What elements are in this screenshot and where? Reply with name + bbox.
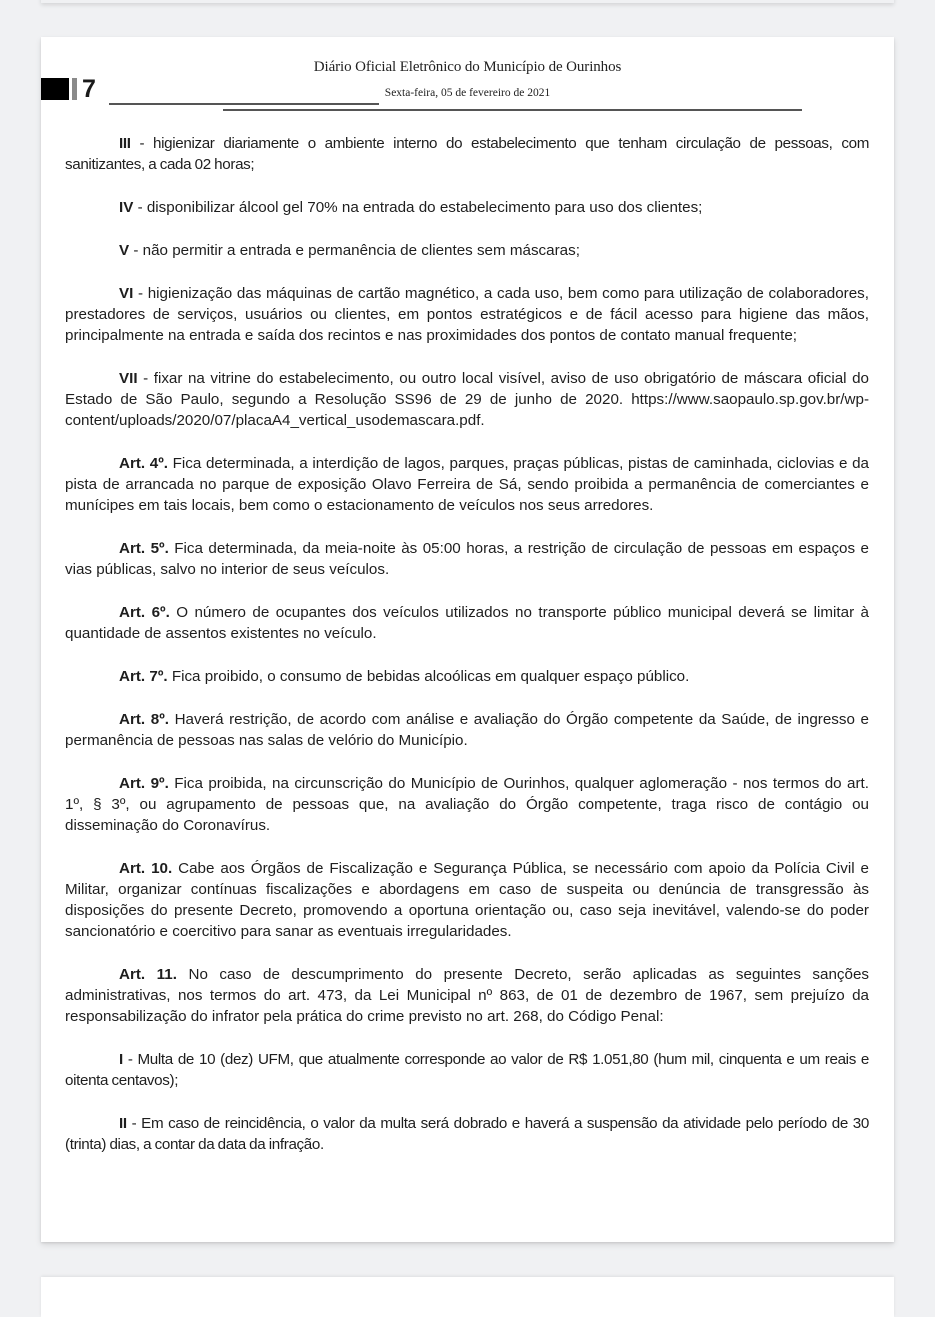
paragraph-lead: Art. 8º. [119,711,169,728]
paragraph-text: Haverá restrição, de acordo com análise e avaliação do Órgão competente da Saúde, de ingresso e permanência de pessoas nas salas de velório do Município. [65,711,869,749]
paragraph-item-iii [65,133,869,175]
paragraph-text: No caso de descumprimento do presente Decreto, serão aplicadas as seguintes sanções administrativas, nos termos do art. 473, da Lei Municipal nº 863, de 01 de dezembro de 1967, sem prejuízo da responsabilização do infrator pela prática do crime previsto no art. 268, do Código Penal: [65,966,869,1025]
paragraph-art-6 [65,602,869,644]
previous-page-edge [41,0,894,3]
paragraph-item-ii [65,1113,869,1155]
paragraph-item-v [65,240,869,261]
paragraph-art-5 [65,538,869,580]
paragraph-item-i [65,1049,869,1091]
paragraph-art-11 [65,964,869,1027]
paragraph-lead: III [119,135,131,152]
paragraph-text: - fixar na vitrine do estabelecimento, ou outro local visível, aviso de uso obrigatório de máscara oficial do Estado de São Paulo, segundo a Resolução SS96 de 29 de junho de 2020. https://www.saopaulo.sp.gov.br/wp-content/uploads/2020/07/placaA4_vertical_usodemascara.pdf. [65,370,869,429]
paragraph-lead: I [119,1051,123,1068]
paragraph-item-iv [65,197,869,218]
header-rule-lower [223,109,802,111]
paragraph-lead: Art. 5º. [119,540,169,557]
paragraph-text: O número de ocupantes dos veículos utilizados no transporte público municipal deverá se limitar à quantidade de assentos existentes no veículo. [65,604,869,642]
paragraph-art-7 [65,666,869,687]
paragraph-text: - higienização das máquinas de cartão magnético, a cada uso, bem como para utilização de colaboradores, prestadores de serviços, usuários ou clientes, em pontos estratégicos e de fácil acesso para higiene das mãos, principalmente na entrada e saída dos recintos e nas proximidades dos pontos de contato manual frequente; [65,285,869,344]
paragraph-lead: Art. 4º. [119,455,169,472]
paragraph-lead: Art. 9º. [119,775,169,792]
paragraph-art-9 [65,773,869,836]
paragraph-lead: Art. 6º. [119,604,170,621]
paragraph-item-vii [65,368,869,431]
paragraph-lead: Art. 7º. [119,668,168,685]
paragraph-text: Fica determinada, a interdição de lagos, parques, praças públicas, pistas de caminhada, ciclovias e da pista de arrancada no parque de exposição Olavo Ferreira de Sá, sendo proibida a permanência de comerciantes e munícipes em tais locais, bem como o estacionamento de veículos nos seus arredores. [65,455,869,514]
paragraph-lead: IV [119,199,134,216]
paragraph-text: Fica proibida, na circunscrição do Município de Ourinhos, qualquer aglomeração - nos termos do art. 1º, § 3º, ou agrupamento de pessoas que, na avaliação do Órgão competente, traga risco de contágio ou disseminação do Coronavírus. [65,775,869,834]
paragraph-text: - não permitir a entrada e permanência de clientes sem máscaras; [129,242,580,259]
document-page [41,37,894,1242]
gazette-title: Diário Oficial Eletrônico do Município de Ourinhos [313,59,622,75]
paragraph-lead: VII [119,370,138,387]
paragraph-lead: Art. 10. [119,860,173,877]
paragraph-lead: Art. 11. [119,966,177,983]
gazette-date: Sexta-feira, 05 de fevereiro de 2021 [384,87,551,99]
page-number: 7 [82,75,96,103]
paragraph-art-8 [65,709,869,751]
paragraph-lead: VI [119,285,134,302]
paragraph-lead: V [119,242,130,259]
paragraph-text: Fica determinada, da meia-noite às 05:00 horas, a restrição de circulação de pessoas em espaços e vias públicas, salvo no interior de seus veículos. [65,540,869,578]
paragraph-text: - higienizar diariamente o ambiente interno do estabelecimento que tenham circulação de pessoas, com sanitizantes, a cada 02 horas; [65,135,869,173]
paragraph-text: - disponibilizar álcool gel 70% na entrada do estabelecimento para uso dos clientes; [133,199,703,216]
paragraph-text: Fica proibido, o consumo de bebidas alcoólicas em qualquer espaço público. [167,668,690,685]
header-rule-upper [109,103,379,105]
paragraph-item-vi [65,283,869,346]
paragraph-text: Cabe aos Órgãos de Fiscalização e Segurança Pública, se necessário com apoio da Polícia Civil e Militar, organizar contínuas fiscalizações e abordagens em caso de suspeita ou denúncia de transgressão às disposições do presente Decreto, promovendo a oportuna orientação ou, caso seja inevitável, valendo-se do poder sancionatório e coercitivo para sanar as eventuais irregularidades. [65,860,869,940]
paragraph-text: - Multa de 10 (dez) UFM, que atualmente corresponde ao valor de R$ 1.051,80 (hum mil, cinquenta e um reais e oitenta centavos); [65,1051,869,1089]
paragraph-lead: II [119,1115,127,1132]
paragraph-text: - Em caso de reincidência, o valor da multa será dobrado e haverá a suspensão da atividade pelo período de 30 (trinta) dias, a contar da data da infração. [65,1115,869,1153]
paragraph-art-10 [65,858,869,942]
document-body [65,133,869,1177]
paragraph-art-4 [65,453,869,516]
next-page-edge [41,1277,894,1317]
